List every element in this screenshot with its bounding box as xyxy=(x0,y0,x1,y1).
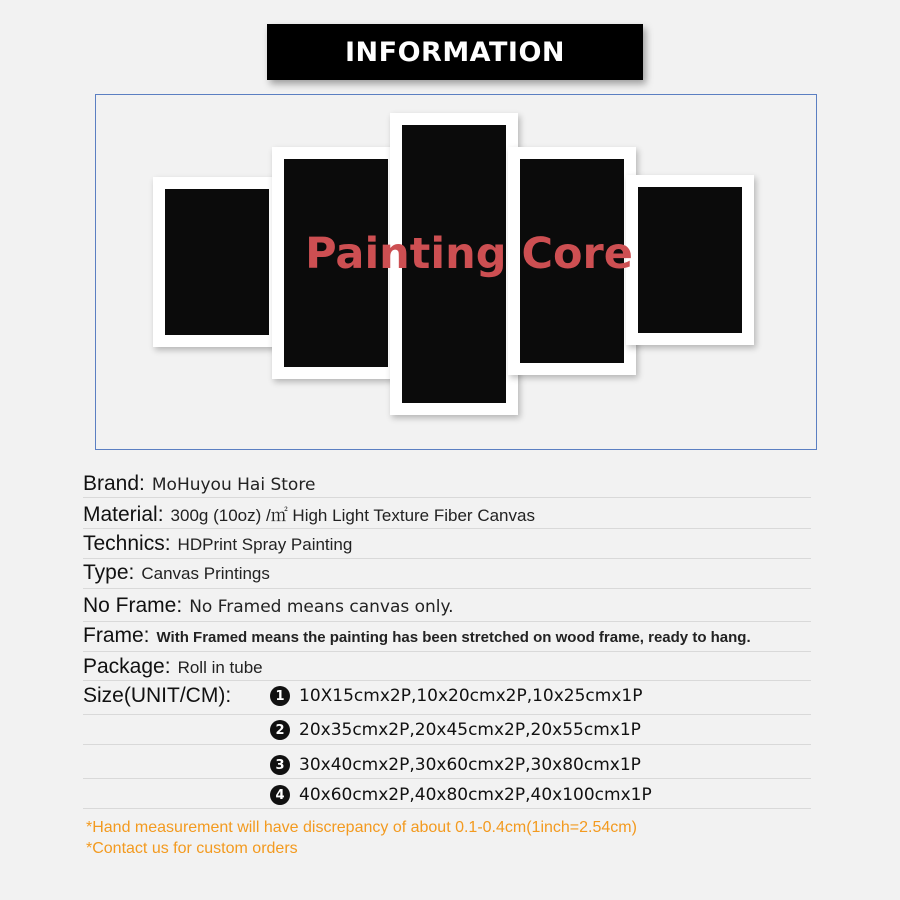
spec-type-label: Type: xyxy=(83,561,135,584)
size-option-value: 20x35cmx2P,20x45cmx2P,20x55cmx1P xyxy=(299,720,641,740)
divider xyxy=(83,558,811,559)
divider xyxy=(83,621,811,622)
spec-material-label: Material: xyxy=(83,503,164,526)
size-option-2 xyxy=(270,720,641,740)
divider xyxy=(83,588,811,589)
size-option-value: 30x40cmx2P,30x60cmx2P,30x80cmx1P xyxy=(299,755,641,775)
divider xyxy=(83,497,811,498)
spec-material xyxy=(83,501,535,531)
divider xyxy=(83,778,811,779)
spec-no-frame xyxy=(83,594,454,624)
size-option-4 xyxy=(270,785,652,805)
spec-frame xyxy=(83,624,751,654)
number-4-icon: 4 xyxy=(270,785,290,805)
spec-no-frame-label: No Frame: xyxy=(83,594,183,617)
spec-brand-value: MoHuyou Hai Store xyxy=(151,475,316,495)
number-1-icon: 1 xyxy=(270,686,290,706)
divider xyxy=(83,808,811,809)
divider xyxy=(83,744,811,745)
size-option-3 xyxy=(270,755,641,775)
number-3-icon: 3 xyxy=(270,755,290,775)
spec-size xyxy=(83,684,238,714)
spec-material-value: 300g (10oz) /㎡ High Light Texture Fiber Canvas xyxy=(170,506,535,525)
product-preview xyxy=(95,94,817,450)
spec-frame-label: Frame: xyxy=(83,624,150,647)
information-banner: INFORMATION xyxy=(267,24,643,80)
divider xyxy=(83,714,811,715)
custom-order-note: *Contact us for custom orders xyxy=(86,840,298,857)
divider xyxy=(83,680,811,681)
spec-technics-value: HDPrint Spray Painting xyxy=(177,535,353,554)
spec-frame-value: With Framed means the painting has been stretched on wood frame, ready to hang. xyxy=(156,629,751,646)
divider xyxy=(83,528,811,529)
spec-package-label: Package: xyxy=(83,655,171,678)
number-2-icon: 2 xyxy=(270,720,290,740)
spec-technics-label: Technics: xyxy=(83,532,171,555)
size-option-value: 40x60cmx2P,40x80cmx2P,40x100cmx1P xyxy=(299,785,652,805)
size-option-1 xyxy=(270,686,642,706)
spec-type-value: Canvas Printings xyxy=(141,564,270,583)
measurement-note: *Hand measurement will have discrepancy of about 0.1-0.4cm(1inch=2.54cm) xyxy=(86,819,637,836)
spec-size-label: Size(UNIT/CM): xyxy=(83,684,232,707)
watermark-text: Painting Core xyxy=(305,229,633,279)
spec-package-value: Roll in tube xyxy=(177,658,263,677)
divider xyxy=(83,651,811,652)
spec-no-frame-value: No Framed means canvas only. xyxy=(189,597,454,617)
spec-brand-label: Brand: xyxy=(83,472,145,495)
spec-type xyxy=(83,561,270,591)
size-option-value: 10X15cmx2P,10x20cmx2P,10x25cmx1P xyxy=(299,686,643,706)
